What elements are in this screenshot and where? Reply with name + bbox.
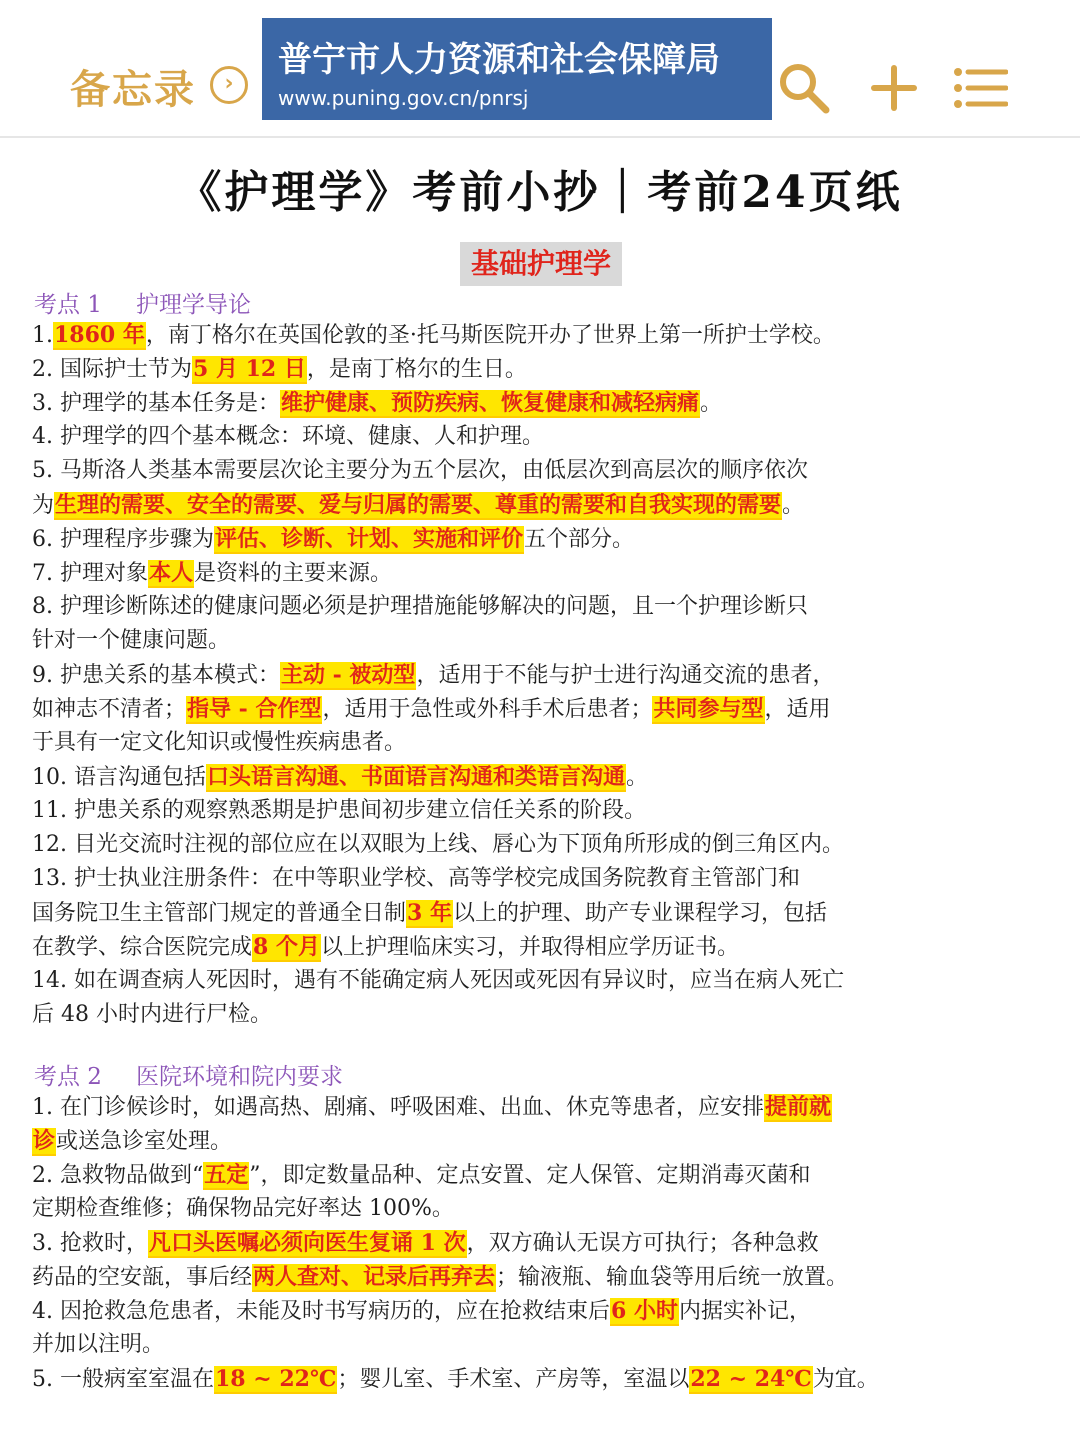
highlighted-text: 主动 - 被动型 bbox=[280, 662, 416, 688]
line-text: 4. 因抢救急危患者，未能及时书写病历的，应在抢救结束后 bbox=[32, 1299, 610, 1324]
line-text: 13. 护士执业注册条件：在中等职业学校、高等学校完成国务院教育主管部门和 bbox=[32, 866, 800, 891]
line-text: 如神志不清者； bbox=[32, 697, 187, 722]
top-toolbar bbox=[0, 0, 1080, 138]
org-url: www.puning.gov.cn/pnrsj bbox=[278, 86, 529, 110]
note-line bbox=[32, 1158, 1052, 1193]
note-line bbox=[32, 454, 1052, 488]
note-line bbox=[32, 1226, 1052, 1261]
note-line bbox=[32, 896, 1052, 931]
section-tag-label: 基础护理学 bbox=[470, 247, 611, 280]
note-line bbox=[32, 1328, 1052, 1362]
note-line bbox=[32, 760, 1052, 795]
note-line bbox=[32, 862, 1052, 896]
note-line bbox=[32, 828, 1052, 862]
note-line bbox=[32, 930, 1052, 965]
highlighted-text: 五定 bbox=[204, 1162, 249, 1188]
line-text: 5. 一般病室室温在 bbox=[32, 1367, 214, 1392]
line-text: ，双方确认无误方可执行；各种急救 bbox=[466, 1231, 819, 1256]
line-text: 9. 护患关系的基本模式： bbox=[32, 663, 280, 688]
note-line bbox=[32, 794, 1052, 828]
note-line bbox=[32, 658, 1052, 693]
note-line bbox=[32, 998, 1052, 1032]
line-text: 为宜。 bbox=[812, 1367, 879, 1392]
line-text: ，适用于不能与护士进行沟通交流的患者， bbox=[416, 663, 835, 688]
line-text: 定期检查维修；确保物品完好率达 100%。 bbox=[32, 1196, 454, 1221]
line-text: 后 48 小时内进行尸检。 bbox=[32, 1002, 272, 1027]
highlighted-text: 6 小时 bbox=[611, 1298, 678, 1324]
note-line bbox=[32, 420, 1052, 454]
line-text: 国务院卫生主管部门规定的普通全日制 bbox=[32, 901, 407, 926]
note-line bbox=[32, 352, 1052, 387]
line-text: 14. 如在调查病人死因时，遇有不能确定病人死因或死因有异议时，应当在病人死亡 bbox=[32, 968, 844, 993]
search-icon[interactable] bbox=[776, 60, 832, 116]
line-text: 。 bbox=[700, 391, 723, 416]
line-text: 6. 护理程序步骤为 bbox=[32, 527, 214, 552]
highlighted-text: 提前就 bbox=[765, 1094, 832, 1120]
line-text: 或送急诊室处理。 bbox=[56, 1129, 233, 1154]
line-text: 内据实补记， bbox=[678, 1299, 811, 1324]
line-text: 11. 护患关系的观察熟悉期是护患间初步建立信任关系的阶段。 bbox=[32, 798, 646, 823]
line-text: 针对一个健康问题。 bbox=[32, 628, 231, 653]
line-text: 五个部分。 bbox=[524, 527, 635, 552]
line-text: 4. 护理学的四个基本概念：环境、健康、人和护理。 bbox=[32, 424, 544, 449]
line-text: 2. 国际护士节为 bbox=[32, 357, 192, 382]
point-title: 护理学导论 bbox=[135, 292, 251, 318]
line-text: ，适用 bbox=[764, 697, 831, 722]
note-line bbox=[32, 556, 1052, 591]
highlighted-text: 本人 bbox=[148, 560, 193, 586]
line-text: 是资料的主要来源。 bbox=[194, 561, 393, 586]
highlighted-text: 凡口头医嘱必须向医生复诵 1 次 bbox=[148, 1230, 466, 1256]
memo-back-label[interactable]: 备忘录 bbox=[70, 67, 196, 113]
org-watermark-banner bbox=[262, 18, 772, 120]
highlighted-text: 5 月 12 日 bbox=[192, 356, 306, 382]
highlighted-text: 维护健康、预防疾病、恢复健康和减轻病痛 bbox=[280, 390, 699, 416]
highlighted-text: 1860 年 bbox=[54, 322, 145, 348]
note-line bbox=[32, 590, 1052, 624]
line-text: ；输液瓶、输血袋等用后统一放置。 bbox=[496, 1265, 849, 1290]
highlighted-text: 18 ~ 22℃ bbox=[214, 1366, 337, 1392]
highlighted-text: 两人查对、记录后再弃去 bbox=[253, 1264, 496, 1290]
highlighted-text: 8 个月 bbox=[253, 934, 320, 960]
line-text: 药品的空安瓿，事后经 bbox=[32, 1265, 253, 1290]
line-text: 在教学、综合医院完成 bbox=[32, 935, 253, 960]
note-line bbox=[32, 1294, 1052, 1329]
line-text: 1. bbox=[32, 323, 53, 348]
org-name: 普宁市人力资源和社会保障局 bbox=[278, 40, 720, 80]
highlighted-text: 共同参与型 bbox=[653, 696, 764, 722]
line-text: 为 bbox=[32, 493, 55, 518]
point-label: 考点 2 bbox=[34, 1064, 102, 1090]
line-text: ，适用于急性或外科手术后患者； bbox=[322, 697, 653, 722]
line-text: 12. 目光交流时注视的部位应在以双眼为上线、唇心为下顶角所形成的倒三角区内。 bbox=[32, 832, 844, 857]
line-text: 5. 马斯洛人类基本需要层次论主要分为五个层次，由低层次到高层次的顺序依次 bbox=[32, 458, 808, 483]
chevron-right-icon[interactable]: › bbox=[210, 66, 248, 104]
note-line bbox=[32, 488, 1052, 523]
menu-icon[interactable] bbox=[952, 60, 1008, 116]
note-line bbox=[32, 1260, 1052, 1295]
line-text: ”，即定数量品种、定点安置、定人保管、定期消毒灭菌和 bbox=[249, 1163, 811, 1188]
highlighted-text: 诊 bbox=[33, 1128, 56, 1154]
highlighted-text: 3 年 bbox=[407, 900, 452, 926]
highlighted-text: 生理的需要、安全的需要、爱与归属的需要、尊重的需要和自我实现的需要 bbox=[55, 492, 782, 518]
note-line bbox=[32, 1124, 1052, 1159]
line-text: ；婴儿室、手术室、产房等，室温以 bbox=[337, 1367, 690, 1392]
section-tag bbox=[460, 242, 622, 286]
note-line bbox=[32, 624, 1052, 658]
note-line bbox=[32, 726, 1052, 760]
line-text: ，南丁格尔在英国伦敦的圣·托马斯医院开办了世界上第一所护士学校。 bbox=[145, 323, 835, 348]
highlighted-text: 指导 - 合作型 bbox=[187, 696, 322, 722]
point-title: 医院环境和院内要求 bbox=[135, 1064, 343, 1090]
point-label: 考点 1 bbox=[34, 292, 102, 318]
document-title: 《护理学》考前小抄｜考前24页纸 bbox=[177, 167, 903, 218]
line-text: 于具有一定文化知识或慢性疾病患者。 bbox=[32, 730, 407, 755]
point-heading bbox=[34, 286, 251, 319]
note-line bbox=[32, 522, 1052, 557]
note-line bbox=[32, 1090, 1052, 1125]
note-line bbox=[32, 1192, 1052, 1226]
plus-icon[interactable] bbox=[866, 60, 922, 116]
point-heading bbox=[34, 1058, 343, 1091]
line-text: 10. 语言沟通包括 bbox=[32, 765, 206, 790]
highlighted-text: 评估、诊断、计划、实施和评价 bbox=[214, 526, 523, 552]
line-text: 并加以注明。 bbox=[32, 1332, 165, 1357]
note-line bbox=[32, 318, 1052, 353]
highlighted-text: 口头语言沟通、书面语言沟通和类语言沟通 bbox=[206, 764, 625, 790]
line-text: 3. 护理学的基本任务是： bbox=[32, 391, 280, 416]
note-line bbox=[32, 964, 1052, 998]
line-text: 。 bbox=[626, 765, 649, 790]
line-text: 以上护理临床实习，并取得相应学历证书。 bbox=[320, 935, 739, 960]
note-line bbox=[32, 386, 1052, 421]
line-text: 7. 护理对象 bbox=[32, 561, 148, 586]
note-line bbox=[32, 1362, 1052, 1397]
line-text: 。 bbox=[782, 493, 805, 518]
line-text: 1. 在门诊候诊时，如遇高热、剧痛、呼吸困难、出血、休克等患者，应安排 bbox=[32, 1095, 764, 1120]
line-text: 8. 护理诊断陈述的健康问题必须是护理措施能够解决的问题，且一个护理诊断只 bbox=[32, 594, 808, 619]
line-text: 以上的护理、助产专业课程学习，包括 bbox=[452, 901, 827, 926]
line-text: 3. 抢救时， bbox=[32, 1231, 148, 1256]
line-text: 2. 急救物品做到“ bbox=[32, 1163, 204, 1188]
note-line bbox=[32, 692, 1052, 727]
highlighted-text: 22 ~ 24℃ bbox=[690, 1366, 812, 1392]
line-text: ，是南丁格尔的生日。 bbox=[306, 357, 527, 382]
